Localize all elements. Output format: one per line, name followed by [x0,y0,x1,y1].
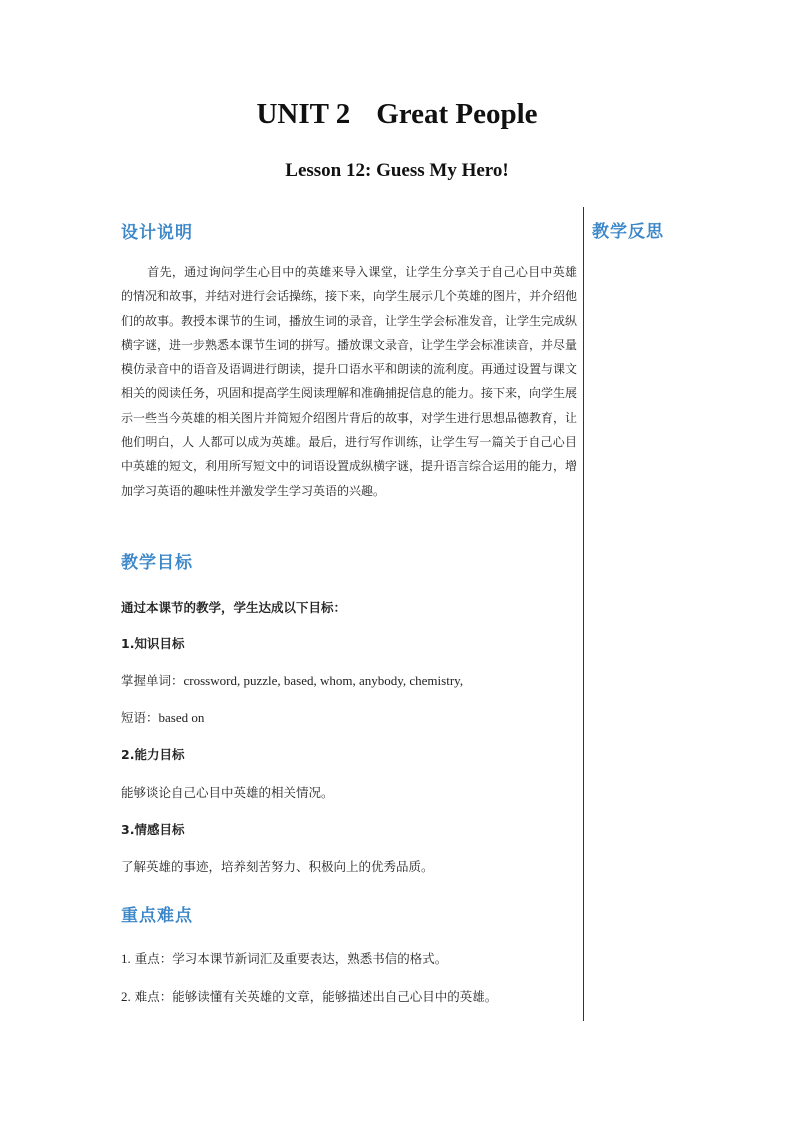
focus-text: 重点：学习本课节新词汇及重要表达，熟悉书信的格式。 [134,951,448,966]
keypoints-heading: 重点难点 [121,906,193,926]
design-heading: 设计说明 [121,223,193,243]
objectives-intro: 通过本课节的教学，学生达成以下目标： [121,600,347,615]
difficulty-line [121,987,497,1005]
focus-line [121,949,447,967]
difficulty-number: 2. [121,989,131,1004]
design-text: 首先，通过询问学生心目中的英雄来导入课堂，让学生分享关于自己心目中英雄的情况和故事，并结对进行会话操练，接下来，向学生展示几个英雄的图片，并介绍他们的故事。教授本课节的生词，播放生词的录音，让学生学会标准发音，让学生完成纵横字谜，进一步熟悉本课节生词的拼写。播放课文录音，让学生学会标准读音，并尽量模仿录音中的语音及语调进行朗读，提升口语水平和朗读的流利度。再通过设置与课文相关的阅读任务，巩固和提高学生阅读理解和准确捕捉信息的能力。接下来，向学生展示一些当今英雄的相关图片并简短介绍图片背后的故事，对学生进行思想品德教育，让他们明白，人 人都可以成为英雄。最后，进行写作训练，让学生写一篇关于自己心目中英雄的短文，利用所写短文中的词语设置成纵横字谜，提升语言综合运用的能力，增加学习英语的趣味性并激发学生学习英语的兴趣。 [121,265,578,498]
reflection-heading: 教学反思 [592,222,664,242]
column-divider [583,207,584,1021]
phrases-line [121,708,204,726]
words-line [121,671,463,689]
focus-number: 1. [121,951,131,966]
unit-name: Great People [376,98,538,130]
words-label: 掌握单词： [121,673,184,688]
phrases-label: 短语： [121,710,159,725]
unit-number: UNIT 2 [256,98,351,130]
knowledge-heading: 1.知识目标 [121,636,185,651]
lesson-title: Lesson 12: Guess My Hero! [285,160,509,181]
emotion-heading: 3.情感目标 [121,822,185,837]
emotion-text: 了解英雄的事迹，培养刻苦努力、积极向上的优秀品质。 [121,859,434,874]
unit-title [0,98,794,131]
ability-text: 能够谈论自己心目中英雄的相关情况。 [121,785,334,800]
objectives-heading: 教学目标 [121,553,193,573]
ability-heading: 2.能力目标 [121,747,185,762]
difficulty-text: 难点：能够读懂有关英雄的文章，能够描述出自己心目中的英雄。 [134,989,498,1004]
words-list: crossword, puzzle, based, whom, anybody, chemistry, [183,673,464,688]
phrases-list: based on [158,710,205,725]
design-paragraph [121,260,577,503]
